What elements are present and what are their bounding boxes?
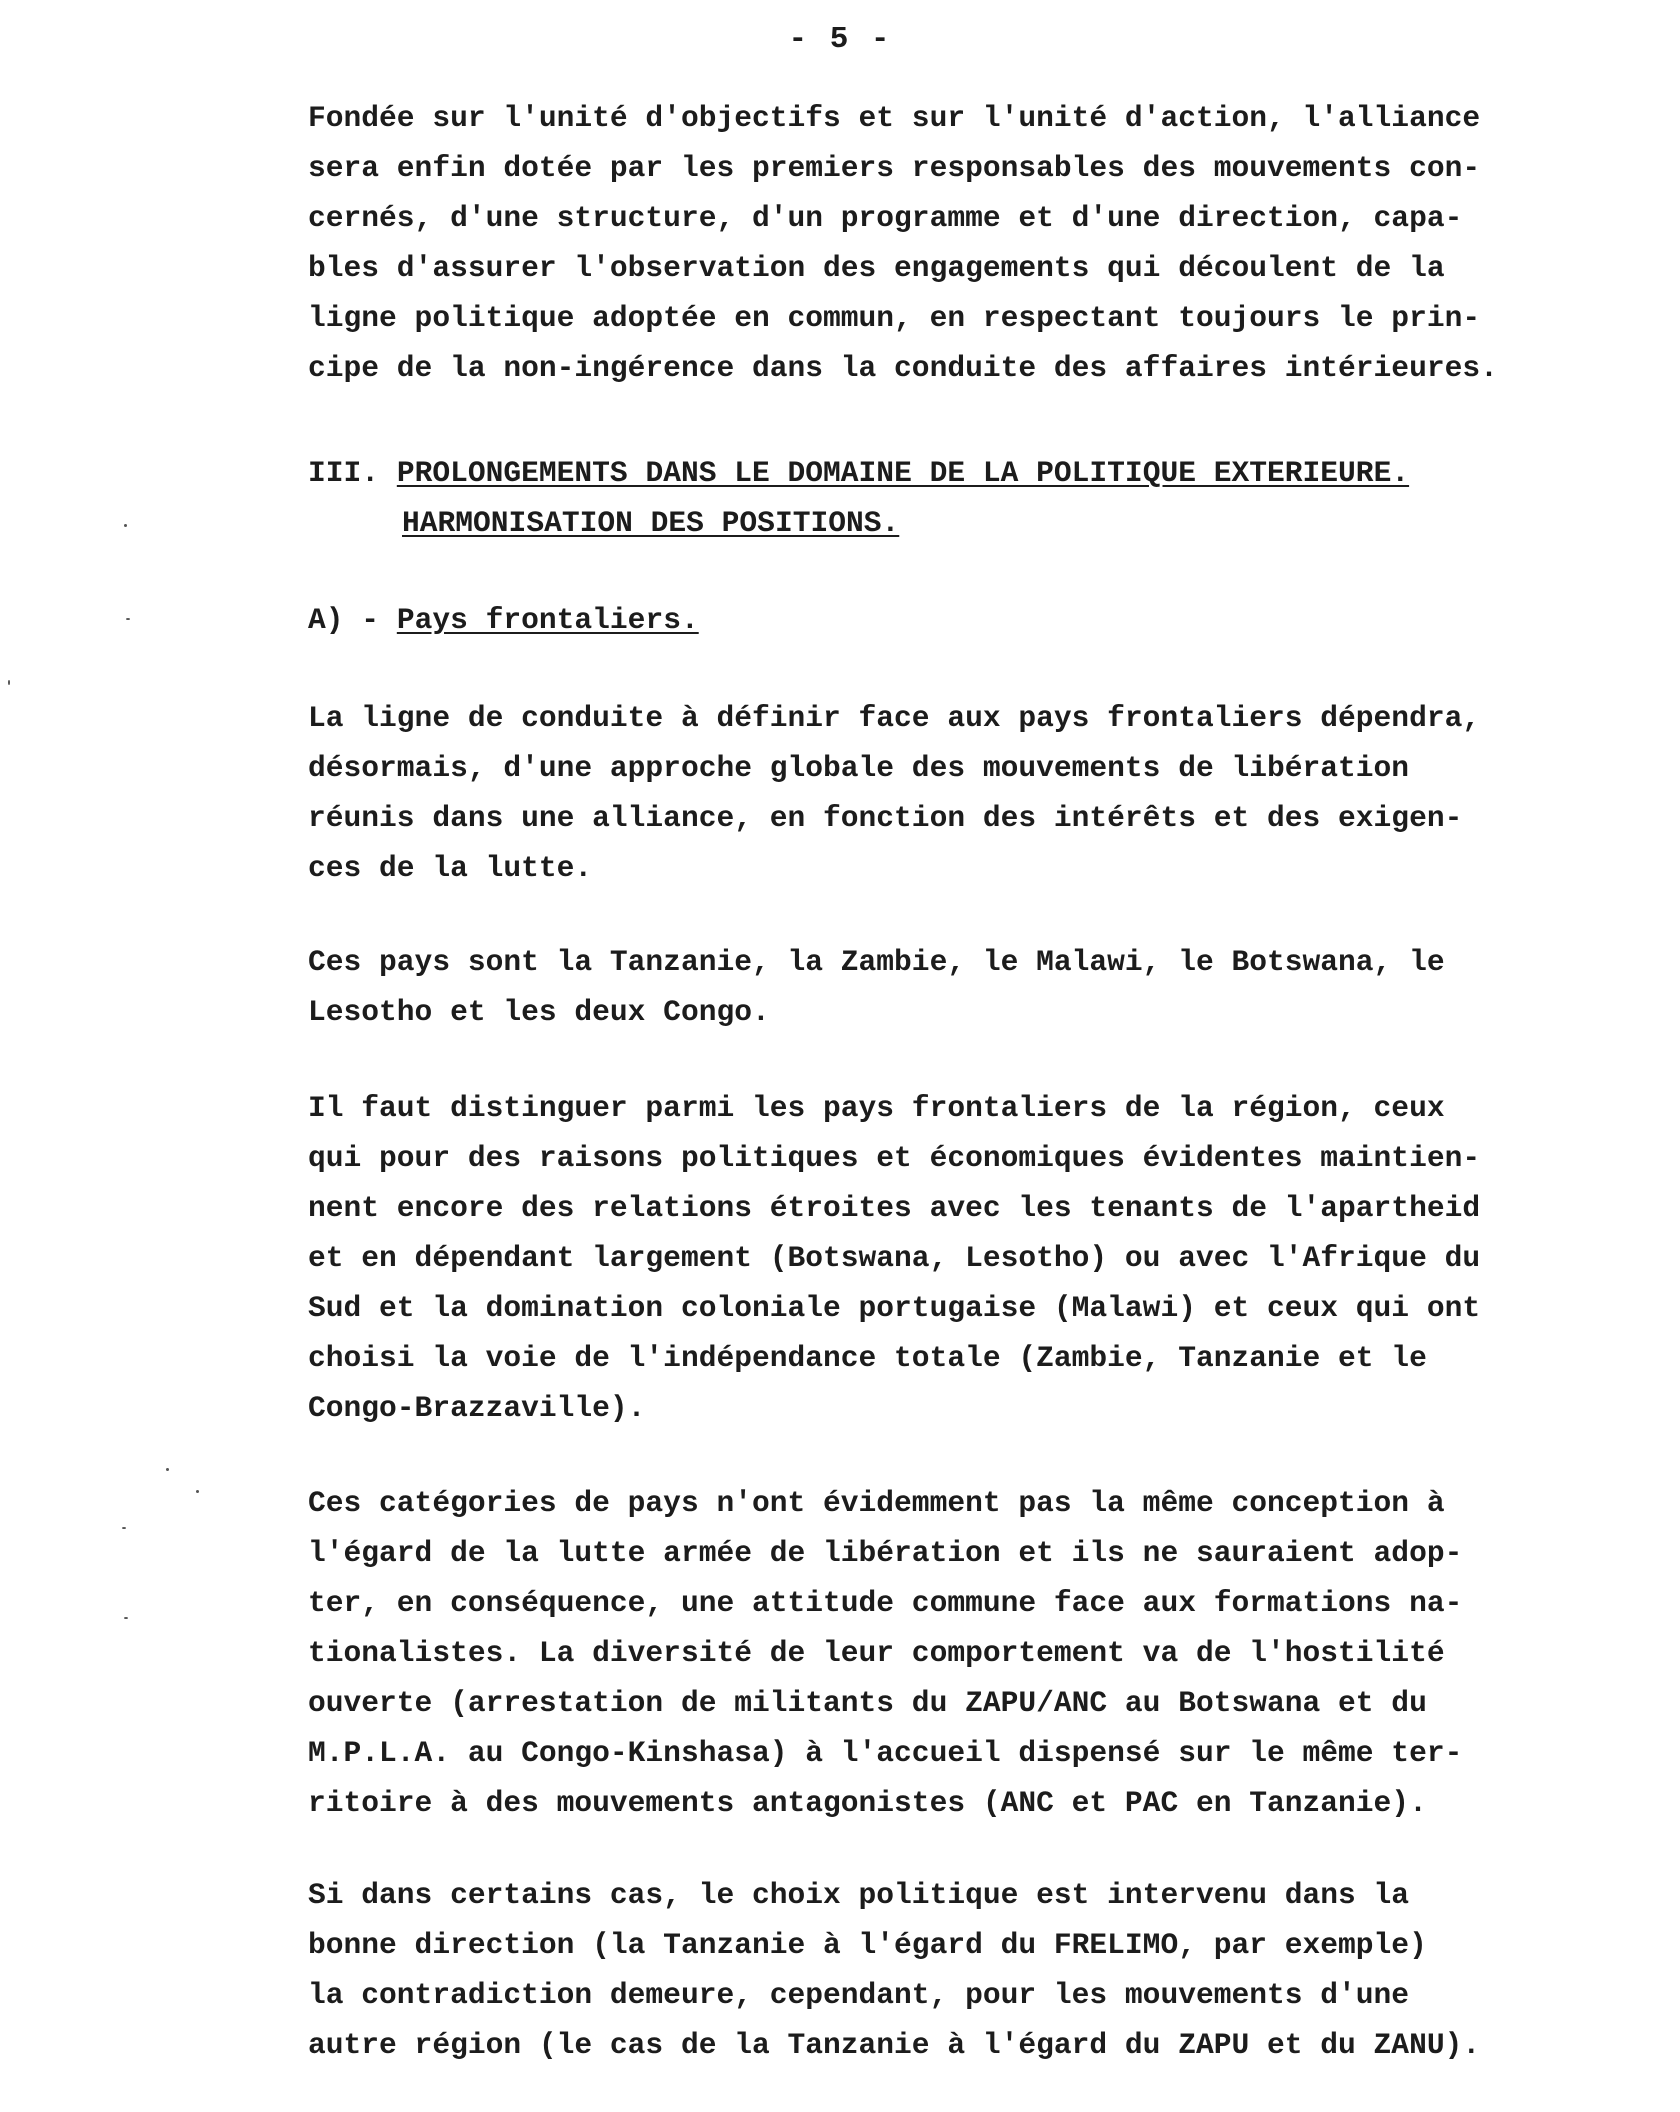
subsection-prefix: A) - [308,603,380,637]
text-line: Sud et la domination coloniale portugaise (Malawi) et ceux qui ont [308,1291,1481,1325]
scan-speck [126,618,130,620]
text-line: désormais, d'une approche globale des mouvements de libération [308,751,1410,785]
text-line: M.P.L.A. au Congo-Kinshasa) à l'accueil dispensé sur le même ter- [308,1736,1463,1770]
text-line: Congo-Brazzaville). [308,1391,646,1425]
text-line: et en dépendant largement (Botswana, Lesotho) ou avec l'Afrique du [308,1241,1481,1275]
intro-paragraph [308,93,1558,393]
text-line: ouverte (arrestation de militants du ZAPU/ANC au Botswana et du [308,1686,1427,1720]
text-line: ces de la lutte. [308,851,593,885]
scan-speck [166,1468,169,1471]
scan-speck [122,1527,126,1529]
paragraph-1 [308,693,1558,893]
text-line: ter, en conséquence, une attitude commune face aux formations na- [308,1586,1463,1620]
text-line: tionalistes. La diversité de leur comportement va de l'hostilité [308,1636,1445,1670]
paragraph-4 [308,1478,1558,1828]
text-line: sera enfin dotée par les premiers responsables des mouvements con- [308,151,1481,185]
text-line: Fondée sur l'unité d'objectifs et sur l'unité d'action, l'alliance [308,101,1481,135]
text-line: ritoire à des mouvements antagonistes (ANC et PAC en Tanzanie). [308,1786,1427,1820]
section-title-line-1: PROLONGEMENTS DANS LE DOMAINE DE LA POLITIQUE EXTERIEURE. [396,456,1410,490]
page-number: - 5 - [788,22,892,57]
scan-speck [8,680,10,685]
text-line: bonne direction (la Tanzanie à l'égard du FRELIMO, par exemple) [308,1928,1427,1962]
text-line: choisi la voie de l'indépendance totale (Zambie, Tanzanie et le [308,1341,1427,1375]
scan-speck [124,524,127,527]
section-heading [308,448,1558,548]
paragraph-5 [308,1870,1558,2070]
paragraph-3 [308,1083,1558,1433]
subsection-heading [308,595,1558,645]
text-line: nent encore des relations étroites avec les tenants de l'apartheid [308,1191,1481,1225]
text-line: réunis dans une alliance, en fonction des intérêts et des exigen- [308,801,1463,835]
text-line: bles d'assurer l'observation des engagements qui découlent de la [308,251,1445,285]
section-title-line-2: HARMONISATION DES POSITIONS. [402,506,900,540]
text-line: Il faut distinguer parmi les pays frontaliers de la région, ceux [308,1091,1445,1125]
text-line: l'égard de la lutte armée de libération et ils ne sauraient adop- [308,1536,1463,1570]
text-line: Ces catégories de pays n'ont évidemment pas la même conception à [308,1486,1445,1520]
text-line: la contradiction demeure, cependant, pour les mouvements d'une [308,1978,1410,2012]
text-line: Ces pays sont la Tanzanie, la Zambie, le Malawi, le Botswana, le [308,945,1445,979]
section-number: III. [308,456,380,490]
text-line: autre région (le cas de la Tanzanie à l'égard du ZAPU et du ZANU). [308,2028,1481,2062]
scan-speck [124,1617,128,1619]
text-line: cernés, d'une structure, d'un programme et d'une direction, capa- [308,201,1463,235]
text-line: qui pour des raisons politiques et économiques évidentes maintien- [308,1141,1481,1175]
text-line: La ligne de conduite à définir face aux pays frontaliers dépendra, [308,701,1481,735]
scan-speck [196,1490,199,1493]
text-line: cipe de la non-ingérence dans la conduite des affaires intérieures. [308,351,1498,385]
paragraph-2 [308,937,1558,1037]
subsection-title: Pays frontaliers. [396,603,699,637]
text-line: ligne politique adoptée en commun, en respectant toujours le prin- [308,301,1481,335]
text-line: Lesotho et les deux Congo. [308,995,770,1029]
text-line: Si dans certains cas, le choix politique est intervenu dans la [308,1878,1410,1912]
